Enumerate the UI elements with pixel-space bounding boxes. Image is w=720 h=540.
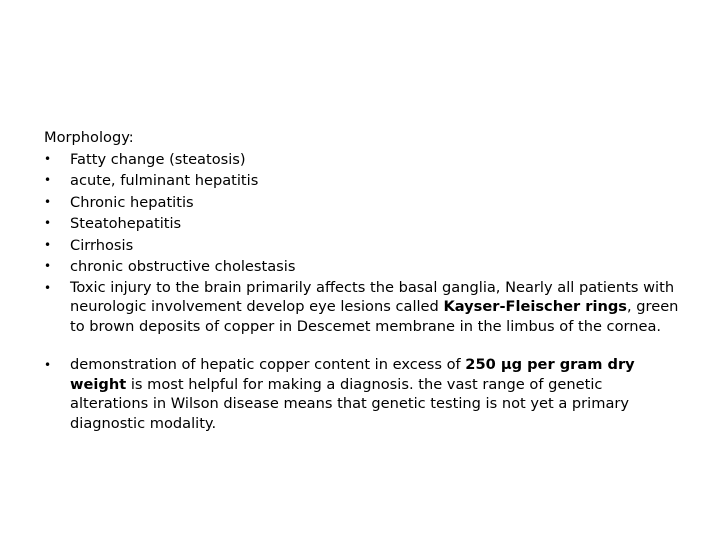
morphology-list — [44, 149, 684, 434]
bullet-icon: • — [44, 151, 52, 166]
copper-text-before: demonstration of hepatic copper content in excess of — [70, 356, 466, 373]
list-item — [44, 235, 684, 257]
copper-text-after: is most helpful for making a diagnosis. the vast range of genetic alterations in Wilson disease means that genetic testing is not yet a primary diagnostic modality. — [70, 375, 630, 432]
list-item-toxic-injury — [44, 278, 684, 337]
list-item-copper-content — [44, 355, 684, 433]
bullet-icon: • — [44, 216, 52, 230]
list-item-text: Fatty change (steatosis) — [70, 150, 246, 168]
list-item-text: Chronic hepatitis — [70, 193, 194, 211]
list-item — [44, 256, 684, 278]
bullet-icon: • — [44, 358, 52, 372]
bullet-icon: • — [44, 280, 52, 295]
bullet-icon: • — [44, 259, 52, 273]
list-item — [44, 192, 684, 214]
bullet-icon: • — [44, 173, 52, 187]
list-item — [44, 213, 684, 235]
list-item-text: acute, fulminant hepatitis — [70, 172, 259, 189]
toxic-text-before: Toxic injury to the brain primarily affects the basal ganglia, Nearly all patients with neurologic involvement develop eye lesions called — [70, 278, 675, 315]
list-item — [44, 149, 684, 171]
morphology-heading: Morphology: — [44, 129, 134, 146]
copper-threshold-term: 250 µg per gram dry weight — [70, 356, 635, 393]
list-item — [44, 170, 684, 192]
bullet-icon: • — [44, 194, 52, 209]
list-item-text: Cirrhosis — [70, 236, 134, 254]
bullet-icon: • — [44, 237, 52, 252]
toxic-text-after: , green to brown deposits of copper in Descemet membrane in the limbus of the cornea. — [70, 298, 679, 335]
list-item-text: Steatohepatitis — [70, 215, 182, 232]
kayser-fleischer-term: Kayser-Fleischer rings — [443, 298, 627, 315]
list-item-text: chronic obstructive cholestasis — [70, 258, 296, 275]
slide-body — [44, 127, 684, 433]
